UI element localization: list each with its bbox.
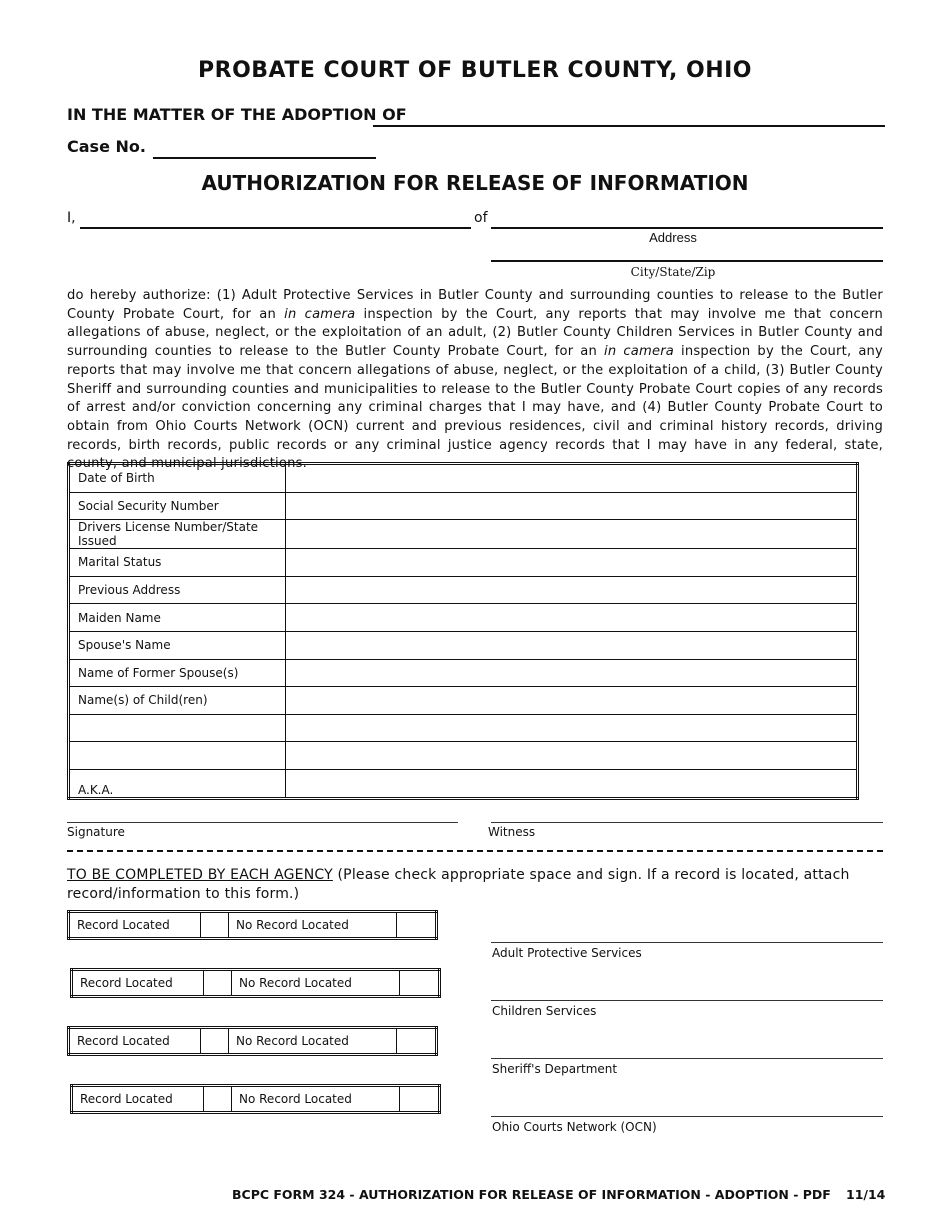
court-title: PROBATE COURT OF BUTLER COUNTY, OHIO	[198, 58, 752, 83]
table-row	[69, 769, 858, 798]
no-record-located-label: No Record Located	[232, 970, 400, 997]
agency-signature-line[interactable]	[491, 1058, 883, 1059]
record-located-label: Record Located	[69, 912, 201, 939]
table-row	[69, 492, 858, 520]
address-field[interactable]	[491, 227, 883, 229]
row-value-field[interactable]	[286, 631, 858, 659]
table-row	[69, 659, 858, 687]
agency-signature-line[interactable]	[491, 942, 883, 943]
row-label: Previous Address	[69, 576, 286, 604]
city-state-zip-field[interactable]	[491, 260, 883, 262]
agency-caption: Adult Protective Services	[492, 946, 642, 960]
signature-line[interactable]	[67, 822, 458, 823]
row-label: Drivers License Number/State Issued	[69, 520, 286, 549]
applicant-name-field[interactable]	[80, 227, 471, 229]
adoption-name-field[interactable]	[373, 125, 885, 127]
row-value-field[interactable]	[286, 742, 858, 770]
form-title: AUTHORIZATION FOR RELEASE OF INFORMATION	[201, 171, 749, 195]
row-value-field[interactable]	[286, 659, 858, 687]
no-record-located-label: No Record Located	[232, 1086, 400, 1113]
row-value-field[interactable]	[286, 576, 858, 604]
table-row	[69, 464, 858, 493]
record-located-checkbox[interactable]	[201, 1028, 229, 1055]
i-label: I,	[67, 210, 76, 226]
record-located-label: Record Located	[72, 1086, 204, 1113]
record-check-row	[70, 1084, 441, 1114]
address-caption: Address	[649, 230, 697, 245]
row-value-field[interactable]	[286, 549, 858, 577]
personal-info-table	[67, 462, 859, 800]
table-row	[69, 576, 858, 604]
record-located-checkbox[interactable]	[204, 970, 232, 997]
row-value-field[interactable]	[286, 520, 858, 549]
record-located-label: Record Located	[72, 970, 204, 997]
row-value-field[interactable]	[286, 769, 858, 798]
page-number: 11/14	[846, 1187, 886, 1202]
agency-caption: Children Services	[492, 1004, 597, 1018]
witness-line[interactable]	[491, 822, 883, 823]
city-state-zip-caption: City/State/Zip	[630, 265, 716, 279]
record-located-label: Record Located	[69, 1028, 201, 1055]
row-label-blank[interactable]	[69, 714, 286, 742]
no-record-located-checkbox[interactable]	[397, 912, 437, 939]
no-record-located-label: No Record Located	[229, 1028, 397, 1055]
authorization-paragraph: do hereby authorize: (1) Adult Protective Services in Butler County and surrounding counties to release to the Butler County Probate Court, for an in camera inspection by the Court, any reports that may involve me that concern allegations of abuse, neglect, or the exploitation of an adult, (2) Butler County Children Services in Butler County and surrounding counties to release to the Butler County Probate Court, for an in camera inspection by the Court, any reports that may involve me that concern allegations of abuse, neglect, or the exploitation of a child, (3) Butler County Sheriff and surrounding counties and municipalities to release to the Butler County Probate Court copies of any records of arrest and/or conviction concerning any criminal charges that I may have, and (4) Butler County Probate Court to obtain from Ohio Courts Network (OCN) current and previous residences, civil and criminal history records, driving records, birth records, public records or any criminal justice agency records that I may have in any federal, state, county, and municipal jurisdictions.	[67, 288, 884, 472]
row-label: A.K.A.	[69, 769, 286, 798]
no-record-located-checkbox[interactable]	[397, 1028, 437, 1055]
row-value-field[interactable]	[286, 604, 858, 632]
record-check-row	[70, 968, 441, 998]
row-label: Name of Former Spouse(s)	[69, 659, 286, 687]
record-located-checkbox[interactable]	[204, 1086, 232, 1113]
no-record-located-label: No Record Located	[229, 912, 397, 939]
agency-caption: Ohio Courts Network (OCN)	[492, 1120, 657, 1134]
row-value-field[interactable]	[286, 492, 858, 520]
agency-signature-line[interactable]	[491, 1000, 883, 1001]
form-footer: BCPC FORM 324 - AUTHORIZATION FOR RELEASE OF INFORMATION - ADOPTION - PDF	[232, 1187, 831, 1202]
row-label: Name(s) of Child(ren)	[69, 687, 286, 715]
adoption-matter-label: IN THE MATTER OF THE ADOPTION OF	[67, 105, 407, 124]
row-value-field[interactable]	[286, 464, 858, 493]
row-value-field[interactable]	[286, 714, 858, 742]
row-label: Spouse's Name	[69, 631, 286, 659]
row-value-field[interactable]	[286, 687, 858, 715]
record-check-row	[67, 910, 438, 940]
cut-line-divider	[67, 850, 883, 852]
row-label: Maiden Name	[69, 604, 286, 632]
record-located-checkbox[interactable]	[201, 912, 229, 939]
case-no-label: Case No.	[67, 137, 146, 156]
table-row	[69, 604, 858, 632]
no-record-located-checkbox[interactable]	[400, 1086, 440, 1113]
signature-caption: Signature	[67, 825, 125, 839]
row-label-blank[interactable]	[69, 742, 286, 770]
witness-caption: Witness	[488, 825, 536, 839]
agency-caption: Sheriff's Department	[492, 1062, 618, 1076]
row-label: Marital Status	[69, 549, 286, 577]
of-label: of	[474, 210, 488, 226]
case-no-field[interactable]	[153, 157, 376, 159]
agency-instructions: TO BE COMPLETED BY EACH AGENCY (Please check appropriate space and sign. If a record is located, attach record/information to this form.)	[67, 867, 850, 902]
row-label: Social Security Number	[69, 492, 286, 520]
table-row	[69, 549, 858, 577]
no-record-located-checkbox[interactable]	[400, 970, 440, 997]
agency-signature-line[interactable]	[491, 1116, 883, 1117]
table-row	[69, 520, 858, 549]
table-row	[69, 687, 858, 715]
row-label: Date of Birth	[69, 464, 286, 493]
table-row	[69, 742, 858, 770]
table-row	[69, 714, 858, 742]
record-check-row	[67, 1026, 438, 1056]
table-row	[69, 631, 858, 659]
